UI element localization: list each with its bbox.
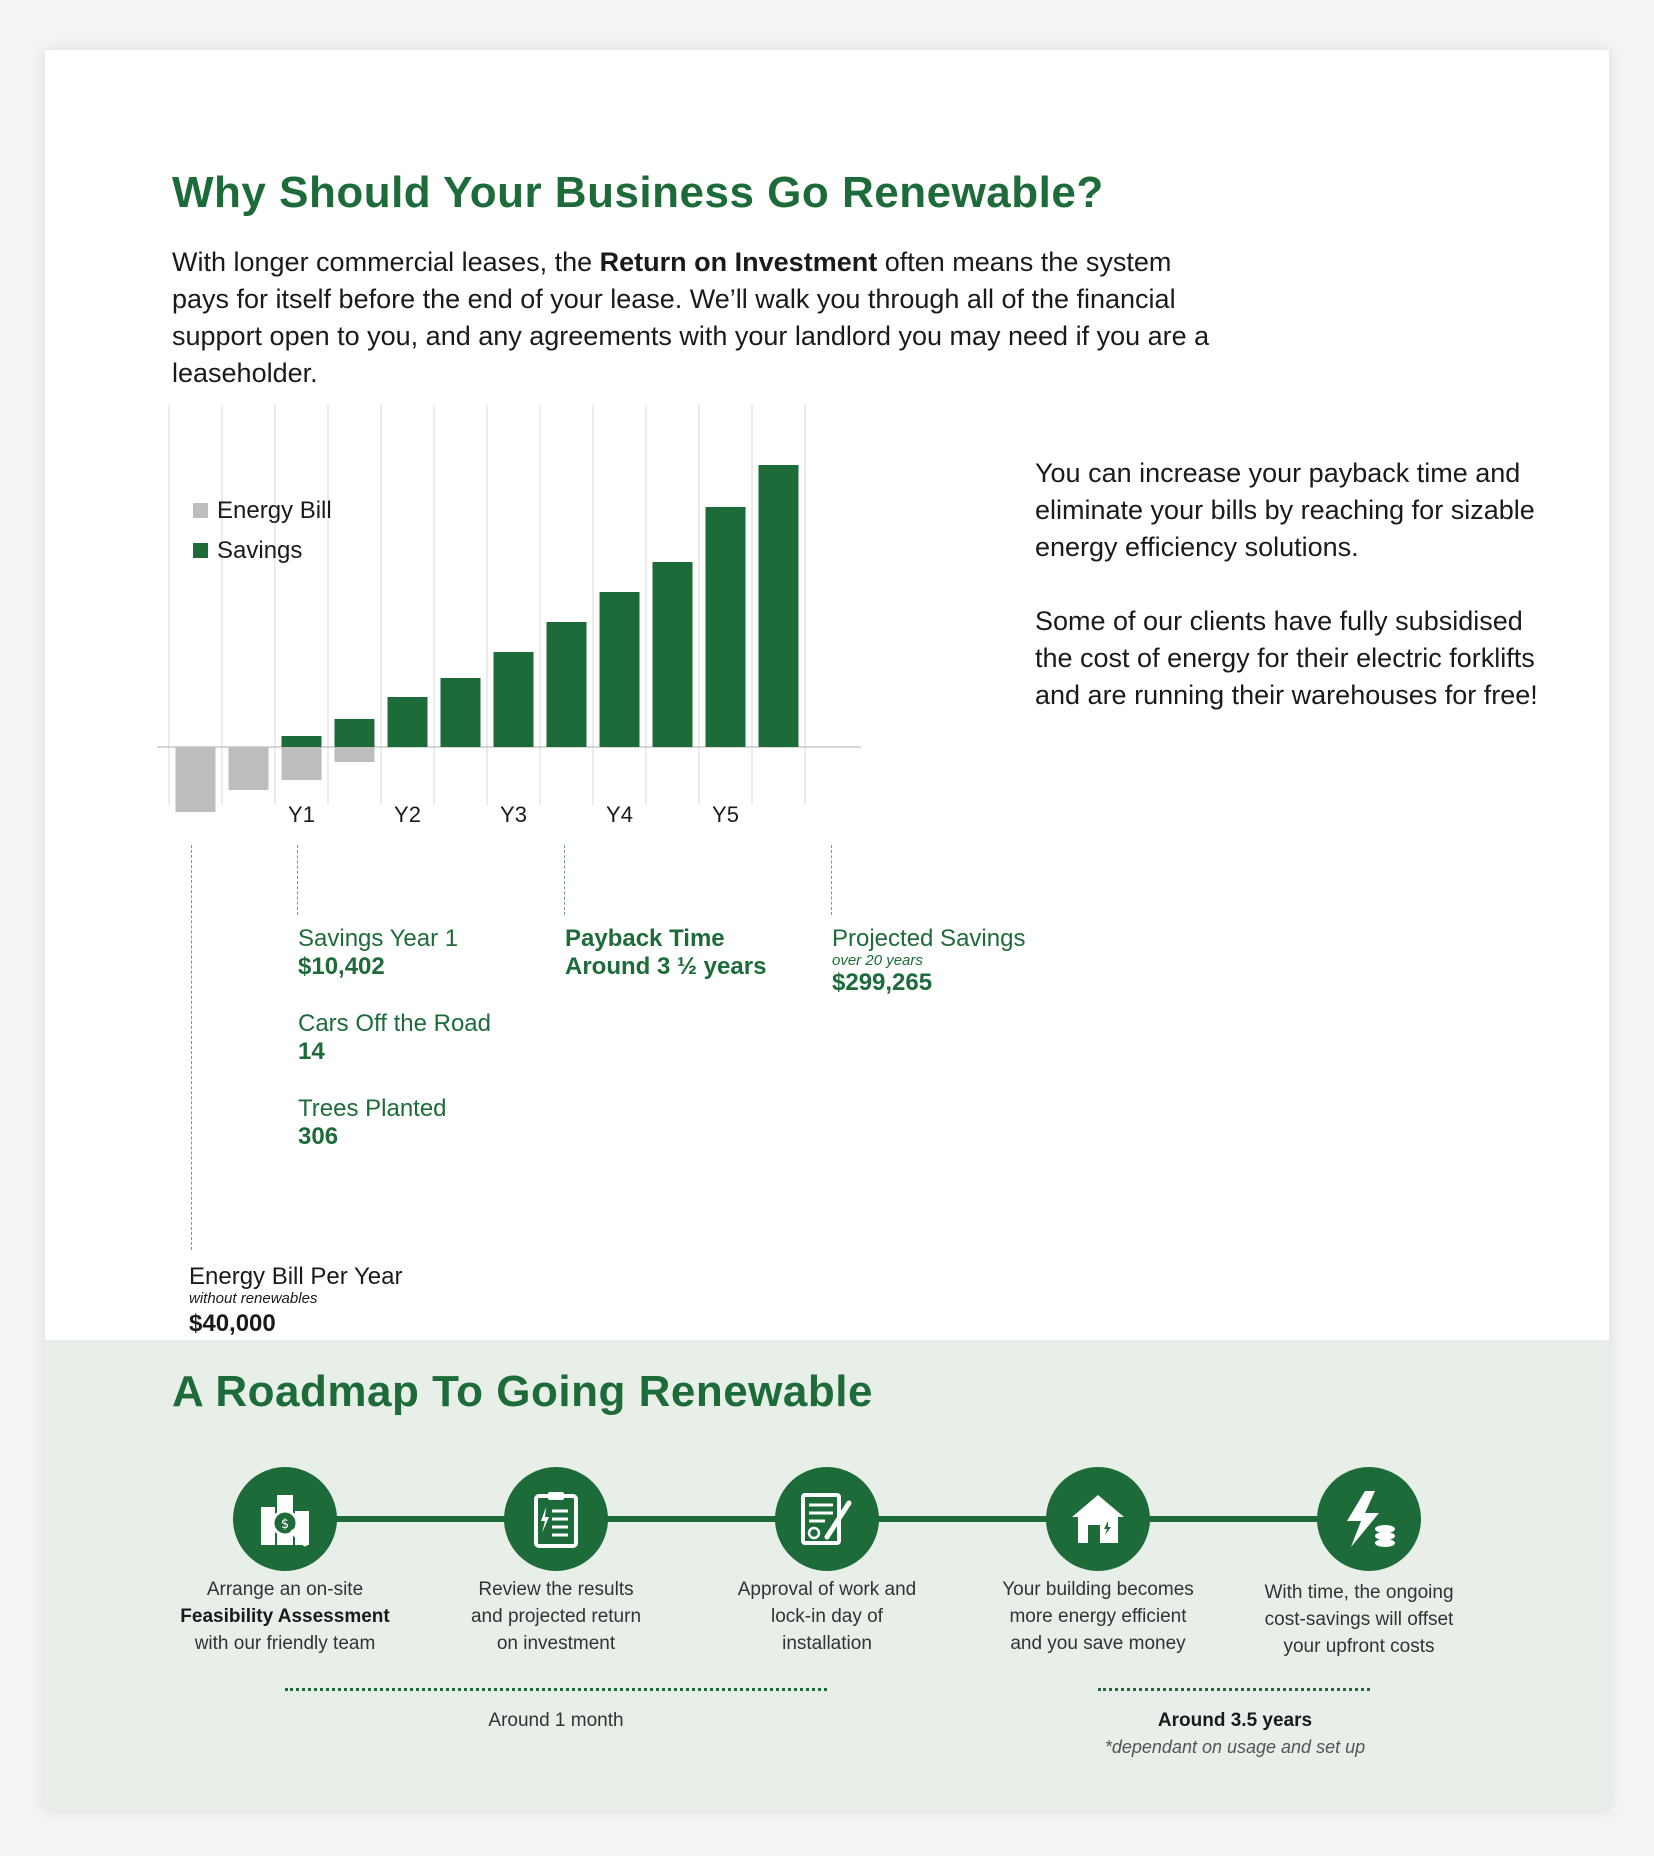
step-2-text xyxy=(446,1576,666,1657)
page-title: Why Should Your Business Go Renewable? xyxy=(172,168,1104,217)
stat-payback-label: Payback Time xyxy=(565,925,725,952)
step-1-circle xyxy=(233,1467,337,1571)
stat-energy-bill-sub: without renewables xyxy=(189,1290,318,1307)
x-tick-y4: Y4 xyxy=(606,802,633,827)
building-search-icon xyxy=(255,1489,315,1549)
x-tick-y5: Y5 xyxy=(712,802,739,827)
step-4-line2: more energy efficient xyxy=(1009,1606,1187,1627)
step-2-line2: and projected return xyxy=(470,1606,642,1627)
bar-savings-10 xyxy=(706,507,746,747)
step-4-line1: Your building becomes xyxy=(1002,1579,1194,1600)
stat-cars-label: Cars Off the Road xyxy=(298,1010,491,1037)
stat-projected-value: $299,265 xyxy=(832,969,933,996)
step-3-line1: Approval of work and xyxy=(737,1579,917,1600)
bar-energy-bill-2 xyxy=(282,747,322,780)
stat-energy-bill-value: $40,000 xyxy=(189,1310,276,1337)
roadmap-section xyxy=(45,1340,1609,1810)
stat-savings-year1 xyxy=(298,925,458,981)
connector-payback xyxy=(564,845,565,915)
step-1-line1: Arrange an on-site xyxy=(206,1579,364,1600)
step-3-line3: installation xyxy=(782,1633,872,1654)
bar-energy-bill-3 xyxy=(335,747,375,762)
svg-text:$: $ xyxy=(280,1517,290,1532)
stat-payback-value: Around 3 ½ years xyxy=(565,953,767,980)
duration-2-label: Around 3.5 years xyxy=(1157,1710,1313,1731)
clipboard-icon xyxy=(526,1489,586,1549)
legend-swatch-1 xyxy=(193,543,208,558)
stat-savings-year1-label: Savings Year 1 xyxy=(298,925,459,952)
bar-savings-2 xyxy=(282,736,322,747)
step-3-text xyxy=(717,1576,937,1657)
bar-savings-7 xyxy=(547,622,587,747)
step-5-text xyxy=(1249,1579,1469,1660)
bar-savings-9 xyxy=(653,562,693,747)
intro-text-start: With longer commercial leases, the xyxy=(172,247,600,277)
stat-energy-bill-label: Energy Bill Per Year xyxy=(189,1263,403,1290)
legend-label-0: Energy Bill xyxy=(217,497,332,524)
step-4-circle xyxy=(1046,1467,1150,1571)
stat-trees-value: 306 xyxy=(298,1123,339,1150)
step-1-bold: Feasibility Assessment xyxy=(180,1606,390,1627)
intro-bold-roi: Return on Investment xyxy=(599,247,878,277)
legend-label-1: Savings xyxy=(217,537,303,564)
step-2-circle xyxy=(504,1467,608,1571)
house-icon xyxy=(1068,1489,1128,1549)
step-3-line2: lock-in day of xyxy=(771,1606,883,1627)
step-4-line3: and you save money xyxy=(1010,1633,1186,1654)
lightning-coins-icon xyxy=(1339,1489,1399,1549)
bar-savings-3 xyxy=(335,719,375,747)
duration-2-dotted-line xyxy=(1098,1688,1370,1691)
x-tick-y1: Y1 xyxy=(288,802,315,827)
stat-energy-bill xyxy=(189,1263,402,1338)
stat-projected-label: Projected Savings xyxy=(832,925,1026,952)
page-sheet xyxy=(45,50,1609,1810)
stat-payback xyxy=(565,925,766,981)
step-5-circle xyxy=(1317,1467,1421,1571)
bar-energy-bill-1 xyxy=(229,747,269,790)
intro-text-end: often means the system pays for itself before the end of your lease. We’ll walk you through all of the financial support open to you, and any agreements with your landlord you may need if you are a leaseholder. xyxy=(172,247,1210,388)
bar-savings-6 xyxy=(494,652,534,747)
step-3-circle xyxy=(775,1467,879,1571)
step-1-line3: with our friendly team xyxy=(194,1633,376,1654)
side-paragraph-2: Some of our clients have fully subsidised the cost of energy for their electric forklifts and are running their warehouses for free! xyxy=(1035,606,1538,710)
bar-savings-5 xyxy=(441,678,481,747)
duration-1-label: Around 1 month xyxy=(488,1710,624,1731)
connector-energy-bill xyxy=(191,845,192,1250)
chart-legend xyxy=(193,497,332,564)
stat-trees xyxy=(298,1095,447,1151)
connector-projected xyxy=(831,845,832,915)
bar-energy-bill-0 xyxy=(176,747,216,812)
side-paragraph-1: You can increase your payback time and eliminate your bills by reaching for sizable energy efficiency solutions. xyxy=(1035,458,1535,562)
step-4-text xyxy=(988,1576,1208,1657)
connector-savings-year1 xyxy=(297,845,298,915)
step-2-line1: Review the results xyxy=(478,1579,634,1600)
contract-signing-icon xyxy=(797,1489,857,1549)
x-tick-y3: Y3 xyxy=(500,802,527,827)
stat-savings-year1-value: $10,402 xyxy=(298,953,385,980)
side-paragraphs xyxy=(1035,455,1555,751)
step-5-line1: With time, the ongoing xyxy=(1264,1582,1454,1603)
stat-projected-sub: over 20 years xyxy=(832,952,923,969)
bar-savings-11 xyxy=(759,465,799,747)
duration-1-dotted-line xyxy=(285,1688,827,1691)
step-1-text xyxy=(175,1576,395,1657)
bar-savings-8 xyxy=(600,592,640,747)
roadmap-title: A Roadmap To Going Renewable xyxy=(172,1367,873,1416)
step-2-line3: on investment xyxy=(496,1633,616,1654)
stat-projected xyxy=(832,925,1025,997)
duration-2-note: *dependant on usage and set up xyxy=(1104,1737,1366,1757)
stat-cars-value: 14 xyxy=(298,1038,325,1065)
stat-trees-label: Trees Planted xyxy=(298,1095,447,1122)
step-5-line2: cost-savings will offset xyxy=(1264,1609,1454,1630)
legend-swatch-0 xyxy=(193,503,208,518)
step-5-line3: your upfront costs xyxy=(1283,1636,1435,1657)
stat-cars xyxy=(298,1010,491,1066)
chart-x-ticks xyxy=(288,802,739,827)
x-tick-y2: Y2 xyxy=(394,802,421,827)
bar-savings-4 xyxy=(388,697,428,747)
